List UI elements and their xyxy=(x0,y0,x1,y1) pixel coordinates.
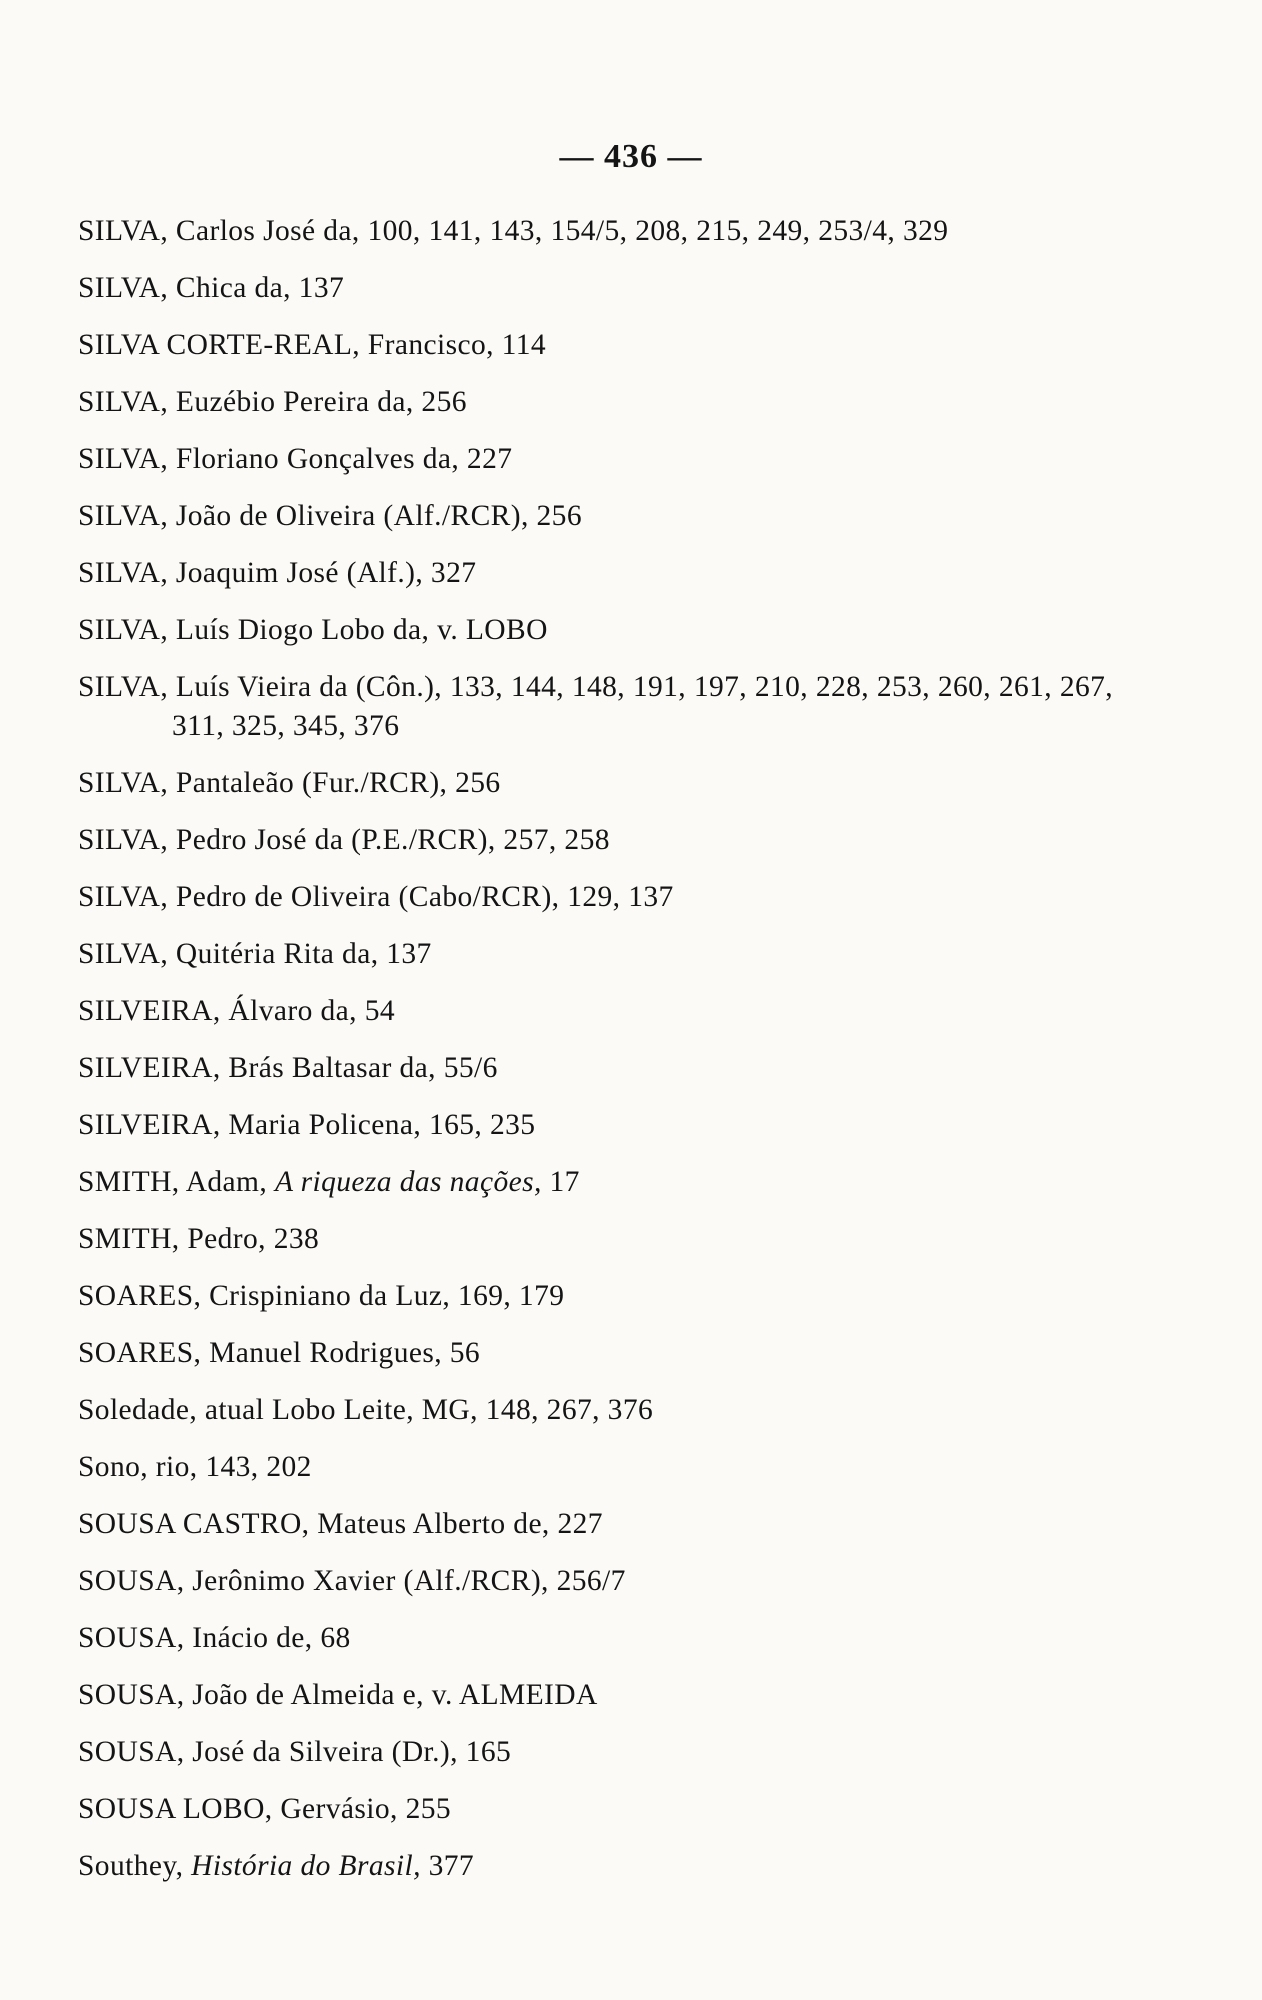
index-entry: SOUSA, Jerônimo Xavier (Alf./RCR), 256/7 xyxy=(78,1565,626,1597)
index-entry: SOUSA, Inácio de, 68 xyxy=(78,1622,351,1654)
index-entry: SILVA, Chica da, 137 xyxy=(78,272,345,304)
index-entry: SILVA, João de Oliveira (Alf./RCR), 256 xyxy=(78,500,582,532)
index-entry: SMITH, Pedro, 238 xyxy=(78,1223,320,1255)
index-entry: SILVA, Quitéria Rita da, 137 xyxy=(78,938,432,970)
index-entry: SOARES, Manuel Rodrigues, 56 xyxy=(78,1337,481,1369)
index-entry: SILVA, Pantaleão (Fur./RCR), 256 xyxy=(78,767,501,799)
index-entry: SOUSA LOBO, Gervásio, 255 xyxy=(78,1793,452,1825)
index-list xyxy=(78,212,1158,1904)
index-entry: SILVA, Euzébio Pereira da, 256 xyxy=(78,386,467,418)
index-entry: SILVEIRA, Álvaro da, 54 xyxy=(78,995,396,1027)
index-entry: Sono, rio, 143, 202 xyxy=(78,1451,312,1483)
entry-text: Southey, xyxy=(78,1850,192,1882)
entry-italic-title: A riqueza das nações, xyxy=(274,1166,542,1198)
entry-text: SMITH, Adam, xyxy=(78,1166,275,1198)
index-entry: SOUSA CASTRO, Mateus Alberto de, 227 xyxy=(78,1508,603,1540)
index-entry: SOARES, Crispiniano da Luz, 169, 179 xyxy=(78,1280,565,1312)
index-entry xyxy=(78,1847,1158,1886)
index-entry: Soledade, atual Lobo Leite, MG, 148, 267, 376 xyxy=(78,1394,654,1426)
index-entry: SILVEIRA, Brás Baltasar da, 55/6 xyxy=(78,1052,498,1084)
index-entry: SILVA, Luís Diogo Lobo da, v. LOBO xyxy=(78,614,548,646)
index-entry xyxy=(78,1163,1158,1202)
entry-text: 17 xyxy=(541,1166,580,1198)
index-entry: SILVA, Pedro José da (P.E./RCR), 257, 258 xyxy=(78,824,610,856)
index-entry: SILVA, Luís Vieira da (Côn.), 133, 144, 148, 191, 197, 210, 228, 253, 260, 261, 267, 311, 325, 345, 376 xyxy=(78,671,1114,742)
index-entry: SILVA CORTE-REAL, Francisco, 114 xyxy=(78,329,547,361)
index-entry: SILVA, Joaquim José (Alf.), 327 xyxy=(78,557,477,589)
entry-italic-title: História do Brasil, xyxy=(191,1850,421,1882)
index-entry: SILVA, Carlos José da, 100, 141, 143, 154/5, 208, 215, 249, 253/4, 329 xyxy=(78,215,949,247)
index-entry: SOUSA, José da Silveira (Dr.), 165 xyxy=(78,1736,512,1768)
index-entry: SOUSA, João de Almeida e, v. ALMEIDA xyxy=(78,1679,598,1711)
page-number: — 436 — xyxy=(559,138,703,175)
entry-text: 377 xyxy=(420,1850,475,1882)
index-entry: SILVEIRA, Maria Policena, 165, 235 xyxy=(78,1109,536,1141)
index-entry: SILVA, Pedro de Oliveira (Cabo/RCR), 129, 137 xyxy=(78,881,674,913)
index-entry: SILVA, Floriano Gonçalves da, 227 xyxy=(78,443,513,475)
